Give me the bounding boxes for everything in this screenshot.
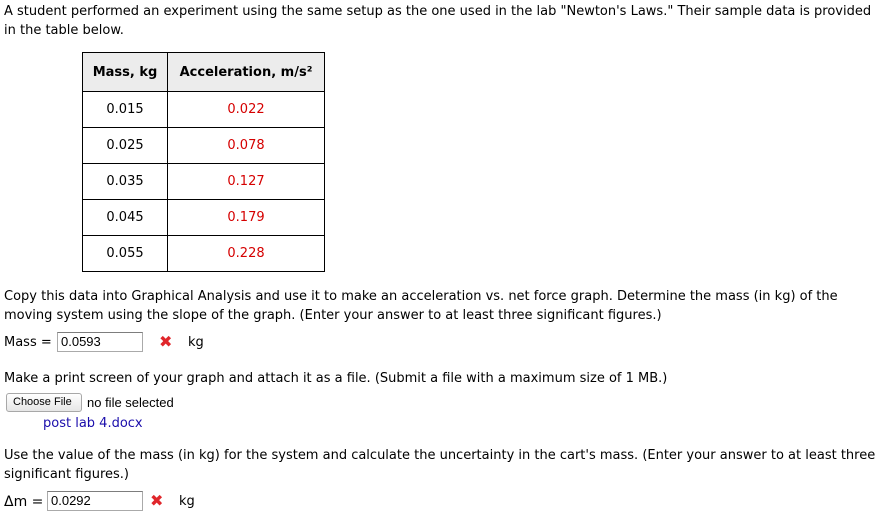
- acceleration-cell: 0.078: [168, 128, 325, 164]
- mass-cell: 0.045: [83, 200, 168, 236]
- question-3-text: Use the value of the mass (in kg) for the system and calculate the uncertainty in the cart's mass. (Enter your answer to at least three significant figures.): [4, 448, 876, 482]
- table-row: [83, 92, 325, 128]
- intro-text: A student performed an experiment using the same setup as the one used in the lab "Newton's Laws." Their sample data is provided in the table below.: [4, 4, 872, 38]
- mass-cell: 0.015: [83, 92, 168, 128]
- mass-cell: 0.025: [83, 128, 168, 164]
- table-header-row: [83, 53, 325, 92]
- delta-m-label: Δm =: [4, 494, 44, 510]
- choose-file-button[interactable]: Choose File: [6, 393, 82, 412]
- table-row: [83, 200, 325, 236]
- acceleration-cell: 0.127: [168, 164, 325, 200]
- mass-cell: 0.035: [83, 164, 168, 200]
- mass-cell: 0.055: [83, 236, 168, 272]
- mass-unit: kg: [188, 335, 204, 350]
- header-acceleration: Acceleration, m/s²: [168, 53, 325, 92]
- mass-input[interactable]: 0.0593: [57, 332, 143, 352]
- acceleration-cell: 0.179: [168, 200, 325, 236]
- question-2-text: Make a print screen of your graph and attach it as a file. (Submit a file with a maximum size of 1 MB.): [4, 371, 668, 386]
- data-table: [82, 52, 325, 272]
- mass-label: Mass =: [4, 335, 52, 350]
- x-mark-icon: ✖: [150, 491, 164, 510]
- acceleration-cell: 0.022: [168, 92, 325, 128]
- table-row: [83, 236, 325, 272]
- file-status: no file selected: [87, 395, 174, 410]
- table-row: [83, 128, 325, 164]
- table-row: [83, 164, 325, 200]
- delta-m-unit: kg: [179, 494, 195, 509]
- question-1-text: Copy this data into Graphical Analysis and use it to make an acceleration vs. net force graph. Determine the mass (in kg) of the moving system using the slope of the graph. (Enter your answer to at least three significant figures.): [4, 289, 838, 323]
- header-mass: Mass, kg: [83, 53, 168, 92]
- acceleration-cell: 0.228: [168, 236, 325, 272]
- attached-file-link[interactable]: post lab 4.docx: [43, 416, 143, 431]
- x-mark-icon: ✖: [159, 332, 173, 351]
- delta-m-input[interactable]: 0.0292: [47, 491, 143, 511]
